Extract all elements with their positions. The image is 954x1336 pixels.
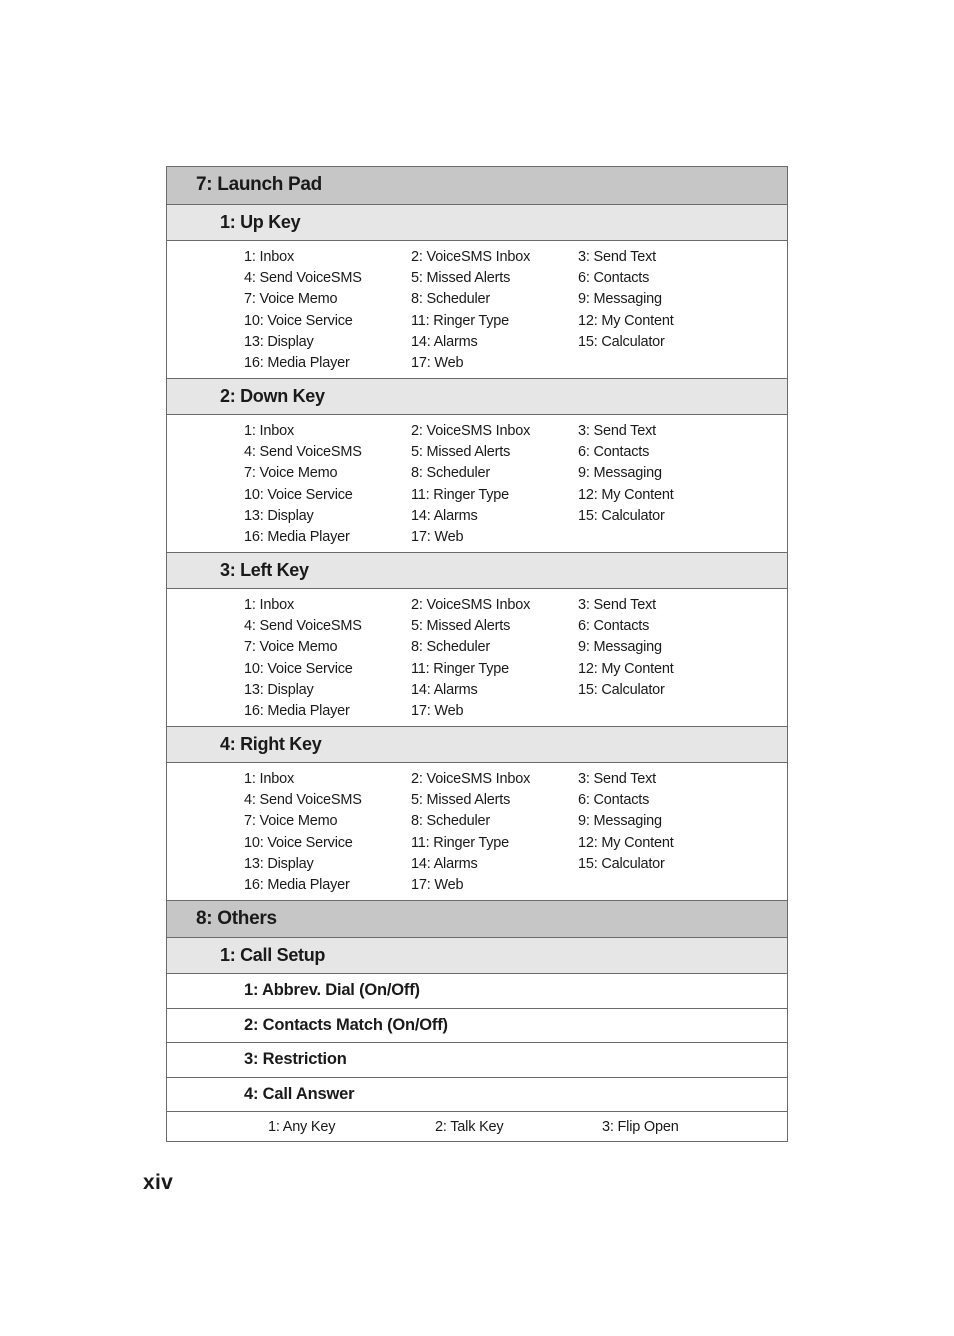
option-grid xyxy=(244,595,787,722)
option-item: 6: Contacts xyxy=(578,444,650,461)
down-key-options xyxy=(167,414,787,552)
option-item: 17: Web xyxy=(411,702,464,719)
option-item: 3: Send Text xyxy=(578,423,656,439)
option-item: 9: Messaging xyxy=(578,813,662,830)
option-item: 7: Voice Memo xyxy=(244,465,338,482)
option-grid xyxy=(244,769,787,896)
option-item: 6: Contacts xyxy=(578,618,650,635)
option-item: 8: Scheduler xyxy=(411,291,491,308)
option-item: 14: Alarms xyxy=(411,681,478,698)
option-item: 13: Display xyxy=(244,333,314,350)
option-item: 17: Web xyxy=(411,354,464,371)
subsection-header-left-key: 3: Left Key xyxy=(167,552,787,588)
option-item: 12: My Content xyxy=(578,312,674,329)
right-key-options xyxy=(167,762,787,900)
option-item: 5: Missed Alerts xyxy=(411,618,511,635)
option-flip-open: 3: Flip Open xyxy=(602,1119,679,1135)
option-item: 14: Alarms xyxy=(411,333,478,350)
option-item: 15: Calculator xyxy=(578,507,665,524)
up-key-options xyxy=(167,240,787,378)
subsection-header-call-setup: 1: Call Setup xyxy=(167,937,787,973)
option-item: 8: Scheduler xyxy=(411,639,491,656)
option-item: 17: Web xyxy=(411,876,464,893)
option-item: 17: Web xyxy=(411,528,464,545)
option-item: 5: Missed Alerts xyxy=(411,444,511,461)
option-item: 10: Voice Service xyxy=(244,834,353,851)
option-talk-key: 2: Talk Key xyxy=(435,1119,504,1135)
option-item: 2: VoiceSMS Inbox xyxy=(411,249,531,265)
option-item: 14: Alarms xyxy=(411,507,478,524)
option-item: 4: Send VoiceSMS xyxy=(244,792,362,809)
option-item: 15: Calculator xyxy=(578,681,665,698)
option-item: 16: Media Player xyxy=(244,876,350,893)
option-item: 11: Ringer Type xyxy=(411,486,510,503)
option-item: 11: Ringer Type xyxy=(411,312,510,329)
option-grid xyxy=(244,421,787,548)
section-header-launch-pad: 7: Launch Pad xyxy=(167,167,787,204)
option-item: 4: Send VoiceSMS xyxy=(244,618,362,635)
option-item: 12: My Content xyxy=(578,660,674,677)
option-item: 7: Voice Memo xyxy=(244,291,338,308)
option-item: 5: Missed Alerts xyxy=(411,270,511,287)
subsection-header-up-key: 1: Up Key xyxy=(167,204,787,240)
option-item: 16: Media Player xyxy=(244,702,350,719)
option-item: 1: Inbox xyxy=(244,249,294,265)
option-item: 13: Display xyxy=(244,507,314,524)
page-number: xiv xyxy=(143,1171,174,1194)
option-item: 1: Inbox xyxy=(244,771,294,787)
option-any-key: 1: Any Key xyxy=(268,1119,336,1135)
option-item: 9: Messaging xyxy=(578,465,662,482)
option-item: 7: Voice Memo xyxy=(244,813,338,830)
option-item: 8: Scheduler xyxy=(411,465,491,482)
option-item: 6: Contacts xyxy=(578,270,650,287)
option-item: 13: Display xyxy=(244,681,314,698)
option-item: 9: Messaging xyxy=(578,291,662,308)
option-item: 14: Alarms xyxy=(411,855,478,872)
option-item: 1: Inbox xyxy=(244,423,294,439)
subsection-header-right-key: 4: Right Key xyxy=(167,726,787,762)
option-item: 15: Calculator xyxy=(578,333,665,350)
section-header-others: 8: Others xyxy=(167,900,787,937)
option-item: 11: Ringer Type xyxy=(411,834,510,851)
option-item: 2: VoiceSMS Inbox xyxy=(411,597,531,613)
option-item: 4: Send VoiceSMS xyxy=(244,444,362,461)
option-item: 9: Messaging xyxy=(578,639,662,656)
subsection-header-down-key: 2: Down Key xyxy=(167,378,787,414)
option-item: 11: Ringer Type xyxy=(411,660,510,677)
option-item: 12: My Content xyxy=(578,486,674,503)
option-item: 2: VoiceSMS Inbox xyxy=(411,771,531,787)
call-answer-options xyxy=(167,1111,787,1141)
option-item: 3: Send Text xyxy=(578,771,656,787)
option-item: 15: Calculator xyxy=(578,855,665,872)
option-item: 3: Send Text xyxy=(578,249,656,265)
option-item: 7: Voice Memo xyxy=(244,639,338,656)
menu-table xyxy=(166,166,788,1142)
menu-item-abbrev-dial: 1: Abbrev. Dial (On/Off) xyxy=(167,973,787,1008)
option-item: 10: Voice Service xyxy=(244,312,353,329)
option-item: 2: VoiceSMS Inbox xyxy=(411,423,531,439)
option-item: 4: Send VoiceSMS xyxy=(244,270,362,287)
option-item: 16: Media Player xyxy=(244,354,350,371)
left-key-options xyxy=(167,588,787,726)
option-item: 3: Send Text xyxy=(578,597,656,613)
option-item: 5: Missed Alerts xyxy=(411,792,511,809)
option-item: 13: Display xyxy=(244,855,314,872)
option-item: 16: Media Player xyxy=(244,528,350,545)
option-item: 10: Voice Service xyxy=(244,660,353,677)
menu-item-contacts-match: 2: Contacts Match (On/Off) xyxy=(167,1008,787,1043)
menu-item-restriction: 3: Restriction xyxy=(167,1042,787,1077)
menu-item-call-answer: 4: Call Answer xyxy=(167,1077,787,1112)
option-item: 1: Inbox xyxy=(244,597,294,613)
option-item: 8: Scheduler xyxy=(411,813,491,830)
option-grid xyxy=(244,247,787,374)
option-item: 10: Voice Service xyxy=(244,486,353,503)
option-item: 6: Contacts xyxy=(578,792,650,809)
option-item: 12: My Content xyxy=(578,834,674,851)
